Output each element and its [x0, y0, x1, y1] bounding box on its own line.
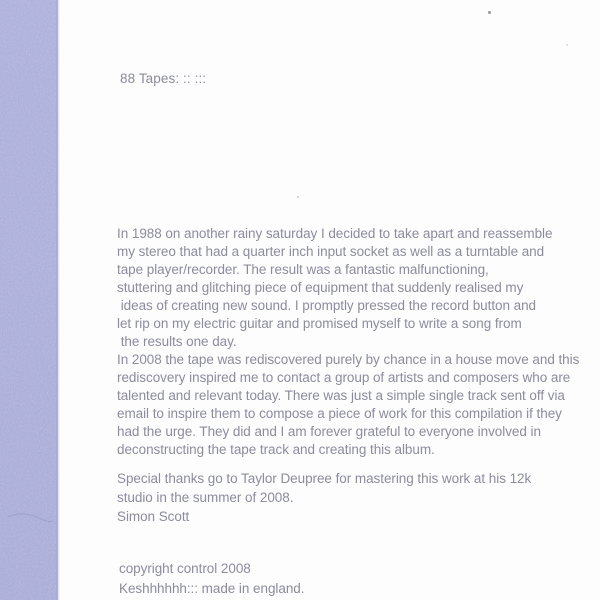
body-line: In 1988 on another rainy saturday I decided to take apart and reassemble [117, 226, 553, 241]
spine-grain-texture [0, 0, 58, 600]
liner-notes-text [117, 225, 595, 526]
copyright-line: copyright control 2008 [119, 561, 251, 576]
thanks-line: Special thanks go to Taylor Deupree for mastering this work at his 12k [117, 471, 532, 486]
body-line: my stereo that had a quarter inch input socket as well as a turntable and [117, 244, 545, 259]
thanks-paragraph [117, 469, 595, 526]
intro-paragraph [117, 225, 595, 459]
dust-speck [488, 11, 491, 14]
body-line: the results one day. [117, 334, 237, 349]
body-line: had the urge. They did and I am forever grateful to everyone involved in [117, 424, 541, 439]
body-line: talented and relevant today. There was just a simple single track sent off via [117, 388, 565, 403]
dust-speck [566, 44, 568, 46]
body-line: tape player/recorder. The result was a fantastic malfunctioning, [117, 262, 489, 277]
body-line: let rip on my electric guitar and promised myself to write a song from [117, 316, 522, 331]
body-line: deconstructing the tape track and creating this album. [117, 442, 435, 457]
page-title: 88 Tapes: :: ::: [120, 71, 207, 86]
dust-speck [297, 196, 299, 198]
body-line: ideas of creating new sound. I promptly pressed the record button and [117, 298, 537, 313]
body-line: In 2008 the tape was rediscovered purely by chance in a house move and this [117, 352, 580, 367]
thanks-line: studio in the summer of 2008. [117, 490, 294, 505]
body-line: email to inspire them to compose a piece of work for this compilation if they [117, 406, 562, 421]
spine-strip [0, 0, 58, 600]
colophon [119, 559, 304, 598]
signature-line: Simon Scott [117, 509, 190, 524]
body-line: stuttering and glitching piece of equipment that suddenly realised my [117, 280, 524, 295]
made-in-line: Keshhhhhh::: made in england. [119, 580, 305, 596]
body-line: rediscovery inspired me to contact a group of artists and composers who are [117, 370, 571, 385]
